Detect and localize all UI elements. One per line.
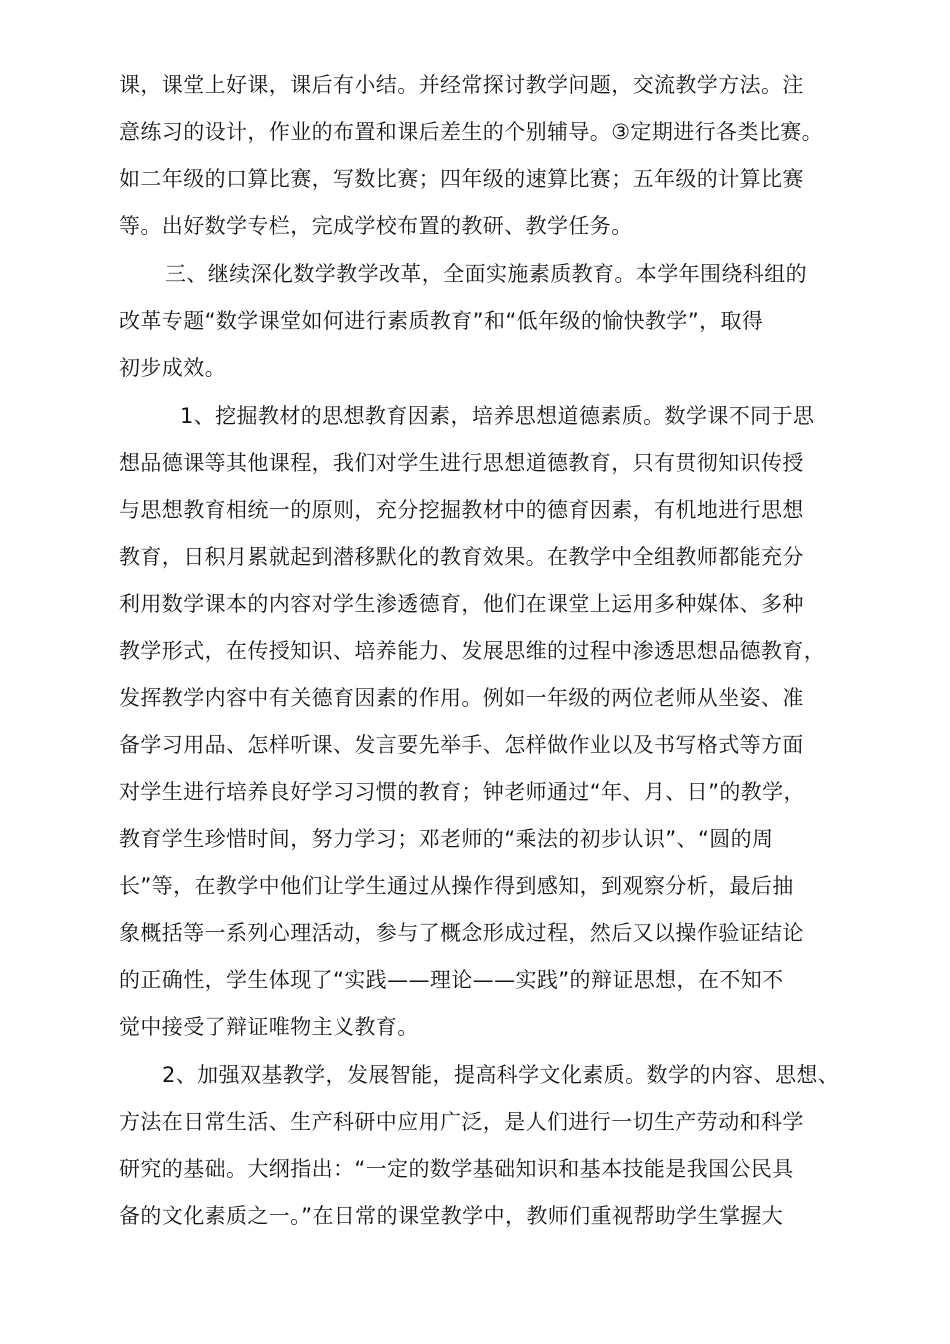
text-line: 象概括等一系列心理活动，参与了概念形成过程，然后又以操作验证结论 [119,921,804,945]
text-line: 课，课堂上好课，课后有小结。并经常探讨教学问题，交流教学方法。注 [119,73,804,97]
text-line: 备学习用品、怎样听课、发言要先举手、怎样做作业以及书写格式等方面 [119,733,804,757]
section-heading-line: 三、继续深化数学教学改革，全面实施素质教育。本学年围绕科组的 [165,262,807,286]
text-line: 觉中接受了辩证唯物主义教育。 [119,1015,419,1039]
item-heading-line: 1、挖掘教材的思想教育因素，培养思想道德素质。数学课不同于思 [180,404,815,428]
text-line: 方法在日常生活、生产科研中应用广泛，是人们进行一切生产劳动和科学 [119,1110,804,1134]
text-line: 研究的基础。大纲指出：“一定的数学基础知识和基本技能是我国公民具 [119,1157,794,1181]
text-line: 意练习的设计，作业的布置和课后差生的个别辅导。③定期进行各类比赛。 [119,120,824,144]
text-line: 与思想教育相统一的原则，充分挖掘教材中的德育因素，有机地进行思想 [119,498,804,522]
text-line: 教育，日积月累就起到潜移默化的教育效果。在教学中全组教师都能充分 [119,545,804,569]
text-line: 如二年级的口算比赛，写数比赛；四年级的速算比赛；五年级的计算比赛 [119,167,804,191]
text-line: 长”等，在教学中他们让学生通过从操作得到感知，到观察分析，最后抽 [119,874,794,898]
text-line: 改革专题“数学课堂如何进行素质教育”和“低年级的愉快教学”，取得 [119,309,764,333]
text-line: 想品德课等其他课程，我们对学生进行思想道德教育，只有贯彻知识传授 [119,451,804,475]
text-line: 发挥教学内容中有关德育因素的作用。例如一年级的两位老师从坐姿、准 [119,686,804,710]
item-heading-line: 2、加强双基教学，发展智能，提高科学文化素质。数学的内容、思想、 [162,1063,840,1087]
text-line: 教学形式，在传授知识、培养能力、发展思维的过程中渗透思想品德教育， [119,639,826,663]
text-line: 的正确性，学生体现了“实践——理论——实践”的辩证思想，在不知不 [119,968,784,992]
text-line: 备的文化素质之一。”在日常的课堂教学中，教师们重视帮助学生掌握大 [119,1204,784,1228]
text-line: 利用数学课本的内容对学生渗透德育，他们在课堂上运用多种媒体、多种 [119,592,804,616]
text-line: 教育学生珍惜时间，努力学习；邓老师的“乘法的初步认识”、“圆的周 [119,827,774,851]
text-line: 初步成效。 [119,356,226,380]
text-line: 等。出好数学专栏，完成学校布置的教研、教学任务。 [119,214,633,238]
text-line: 对学生进行培养良好学习习惯的教育；钟老师通过“年、月、日”的教学， [119,780,805,804]
